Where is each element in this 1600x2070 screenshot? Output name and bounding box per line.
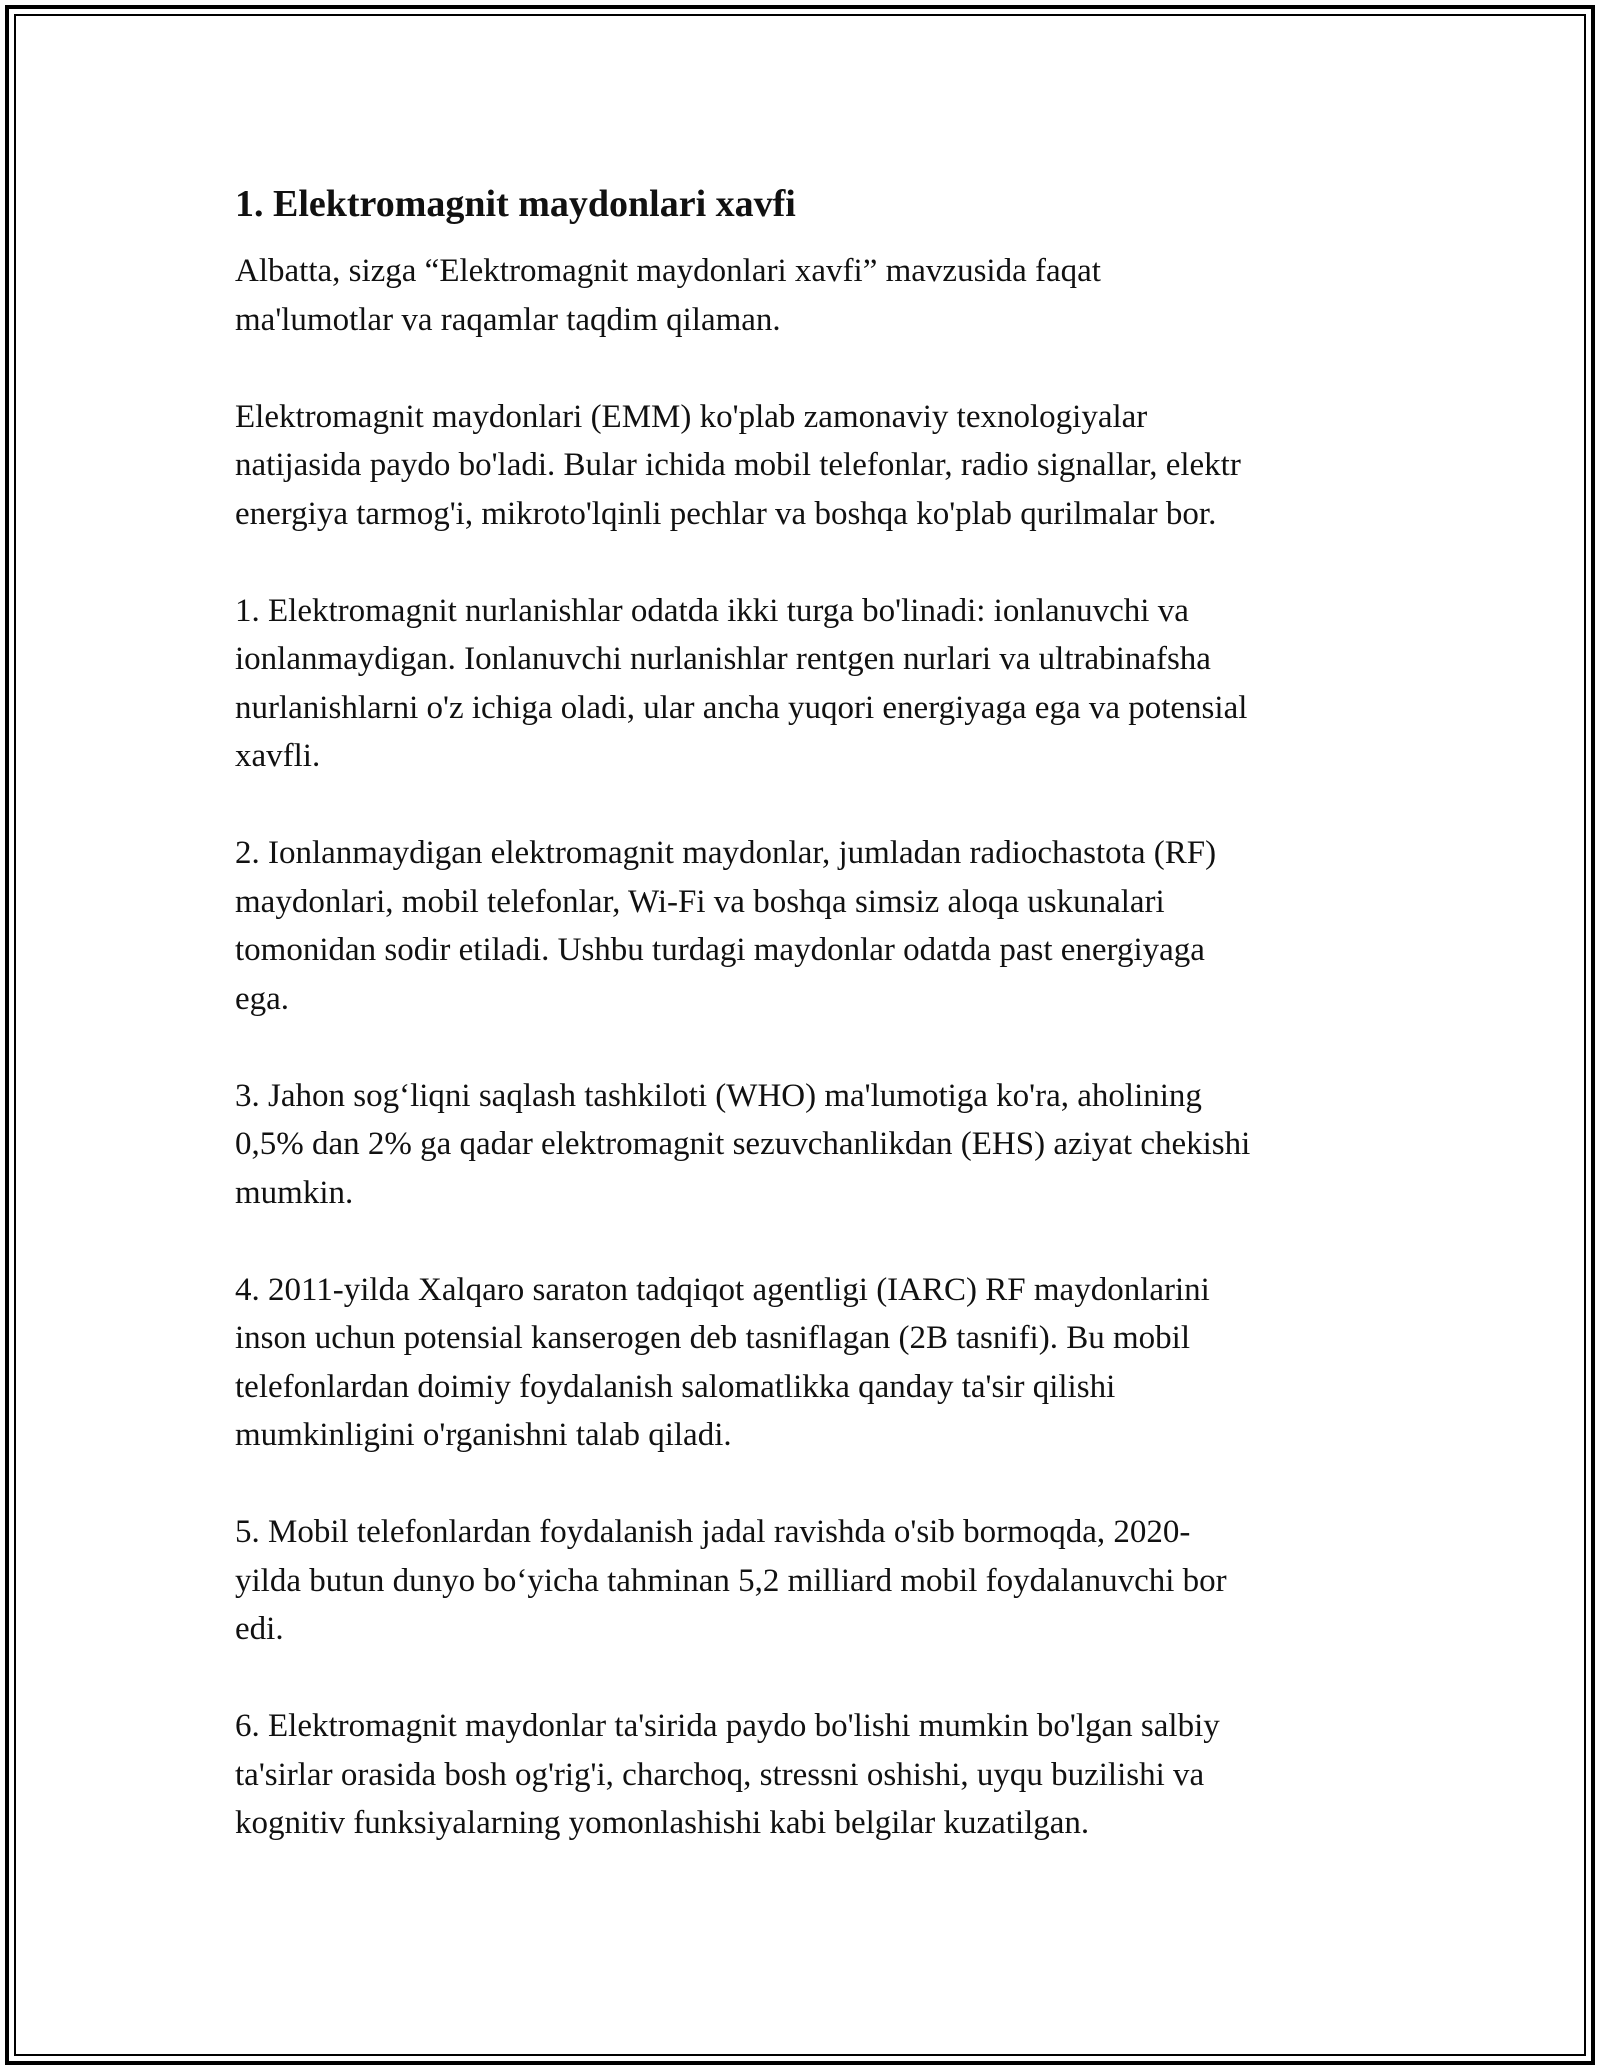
paragraph-point-1: 1. Elektromagnit nurlanishlar odatda ikki turga bo'linadi: ionlanuvchi va ionlanmaydigan. Ionlanuvchi nurlanishlar rentgen nurlari va ultrabinafsha nurlanishlarni o'z ichiga oladi, ular ancha yuqori energiyaga ega va potensial xavfli.	[235, 592, 1248, 775]
paragraph-point-4: 4. 2011-yilda Xalqaro saraton tadqiqot agentligi (IARC) RF maydonlarini inson uchun potensial kanserogen deb tasniflagan (2B tasnifi). Bu mobil telefonlardan doimiy foydalanish salomatlikka qanday ta'sir qilishi mumkinligini o'rganishni talab qiladi.	[235, 1271, 1210, 1454]
document-heading: 1. Elektromagnit maydonlari xavfi	[235, 183, 796, 225]
paragraph-point-3: 3. Jahon sog‘liqni saqlash tashkiloti (WHO) ma'lumotiga ko'ra, aholining 0,5% dan 2% ga qadar elektromagnit sezuvchanlikdan (EHS) aziyat chekishi mumkin.	[235, 1077, 1251, 1211]
paragraph-point-5: 5. Mobil telefonlardan foydalanish jadal ravishda o'sib bormoqda, 2020- yilda butun dunyo bo‘yicha tahminan 5,2 milliard mobil foydalanuvchi bor edi.	[235, 1514, 1227, 1648]
document-body	[235, 180, 1385, 1896]
paragraph-intro: Albatta, sizga “Elektromagnit maydonlari xavfi” mavzusida faqat ma'lumotlar va raqamlar taqdim qilaman.	[235, 253, 1101, 338]
paragraph-point-6: 6. Elektromagnit maydonlar ta'sirida paydo bo'lishi mumkin bo'lgan salbiy ta'sirlar orasida bosh og'rig'i, charchoq, stressni oshishi, uyqu buzilishi va kognitiv funksiyalarning yomonlashishi kabi belgilar kuzatilgan.	[235, 1708, 1220, 1842]
paragraph-emm-overview: Elektromagnit maydonlari (EMM) ko'plab zamonaviy texnologiyalar natijasida paydo bo'ladi. Bular ichida mobil telefonlar, radio signallar, elektr energiya tarmog'i, mikroto'lqinli pechlar va boshqa ko'plab qurilmalar bor.	[235, 398, 1241, 532]
paragraph-point-2: 2. Ionlanmaydigan elektromagnit maydonlar, jumladan radiochastota (RF) maydonlari, mobil telefonlar, Wi-Fi va boshqa simsiz aloqa uskunalari tomonidan sodir etiladi. Ushbu turdagi maydonlar odatda past energiyaga ega.	[235, 835, 1217, 1017]
